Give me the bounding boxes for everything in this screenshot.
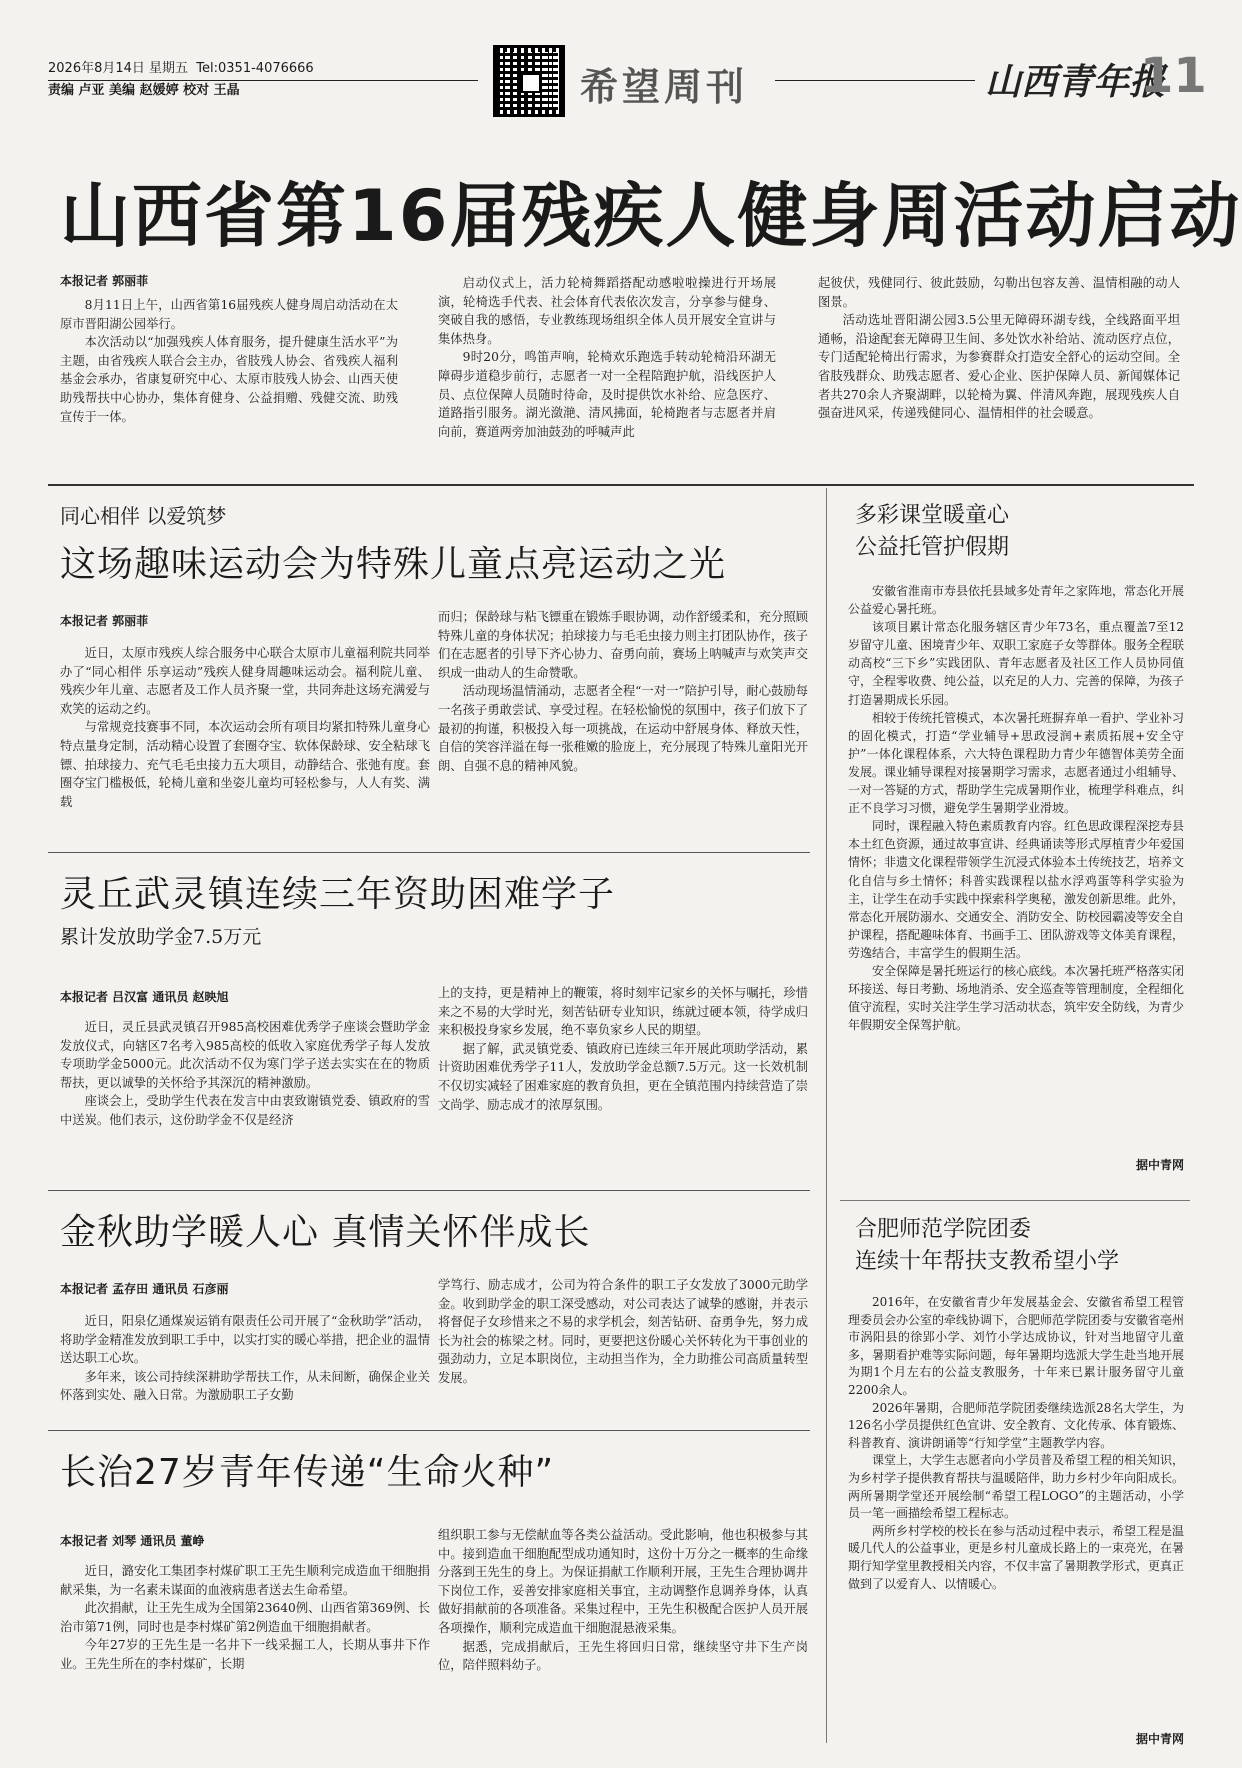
story5-col-1 — [60, 1562, 430, 1674]
story3-col-1 — [60, 1018, 430, 1130]
story4-headline: 金秋助学暖人心 真情关怀伴成长 — [60, 1212, 591, 1253]
section-divider — [840, 1200, 1190, 1201]
section-divider — [48, 484, 1194, 486]
paragraph: 近日，灵丘县武灵镇召开985高校困难优秀学子座谈会暨助学金发放仪式，向辖区7名考入985高校的低收入家庭优秀学子每人发放专项助学金5000元。此次活动不仅为寒门学子送去实实在在的物质帮扶，更以诚挚的关怀给予其深沉的精神激励。 — [60, 1020, 430, 1090]
supplement-name: 希望周刊 — [580, 64, 749, 109]
paragraph: 组织职工参与无偿献血等各类公益活动。受此影响，他也积极参与其中。接到造血干细胞配型成功通知时，这份十万分之一概率的生命缘分落到王先生的身上。为保证捐献工作顺利开展，王先生合理协调井下岗位工作，妥善安排家庭相关事宜，主动调整作息调养身体，认真做好捐献前的各项准备。采集过程中，王先生积极配合医护人员开展各项操作，顺利完成造血干细胞混悬液采集。 — [438, 1528, 808, 1635]
page-number: 11 — [1140, 48, 1207, 104]
paragraph: 上的支持，更是精神上的鞭策，将时刻牢记家乡的关怀与嘱托，珍惜来之不易的大学时光，刻苦钻研专业知识，练就过硬本领，待学成归来积极投身家乡发展，绝不辜负家乡人民的期望。 — [438, 986, 808, 1038]
paragraph: 据了解，武灵镇党委、镇政府已连续三年开展此项助学活动，累计资助困难优秀学子11人，发放助学金总额7.5万元。这一长效机制不仅切实减轻了困难家庭的教育负担，更在全镇范围内持续营造了崇文尚学、励志成才的浓厚氛围。 — [438, 1041, 808, 1112]
side1-title-line1: 多彩课堂暖童心 — [855, 503, 1010, 528]
lead-col-1 — [60, 296, 398, 426]
masthead-rule-right — [775, 80, 975, 81]
paragraph: 同时，课程融入特色素质教育内容。红色思政课程深挖寿县本土红色资源，通过故事宣讲、经典诵读等形式厚植青少年爱国情怀；非遗文化课程带领学生沉浸式体验本土传统技艺，培养文化自信与乡土情怀；科普实践课程以盐水浮鸡蛋等科学实验为主，让学生在动手实践中探索科学奥秘，激发创新思维。此外，常态化开展防溺水、交通安全、消防安全、防校园霸凌等安全自护课程，搭配趣味体育、书画手工、团队游戏等文体美育课程，劳逸结合，丰富学生的假期生活。 — [848, 819, 1185, 960]
story3-subtitle: 累计发放助学金7.5万元 — [60, 926, 262, 948]
side1-headline — [855, 500, 1009, 564]
paragraph: 多年来，该公司持续深耕助学帮扶工作，从未间断，确保企业关怀落到实处、融入日常。为激励职工子女勤 — [60, 1369, 430, 1403]
paragraph: 2026年暑期，合肥师范学院团委继续选派28名大学生，为126名小学员提供红色宣讲、安全教育、文化传承、体育锻炼、科普教育、演讲朗诵等“行知学堂”主题教学内容。 — [848, 1400, 1184, 1450]
telephone: Tel:0351-4076666 — [196, 61, 314, 76]
story3-headline: 灵丘武灵镇连续三年资助困难学子 — [60, 874, 616, 915]
paragraph: 此次捐献，让王先生成为全国第23640例、山西省第369例、长治市第71例，同时也是李村煤矿第2例造血干细胞捐献者。 — [60, 1601, 431, 1634]
paragraph: 活动选址晋阳湖公园3.5公里无障碍环湖专线，全线路面平坦通畅，沿途配套无障碍卫生间、多处饮水补给站、流动医疗点位，专门适配轮椅出行需求，为参赛群众打造安全舒心的运动空间。全省肢残群众、助残志愿者、爱心企业、医护保障人员、新闻媒体记者共270余人齐聚湖畔，以轮椅为翼、伴清风奔跑，展现残疾人自强奋进风采，传递残健同心、温情相伴的社会暖意。 — [818, 313, 1180, 421]
side2-body — [848, 1294, 1184, 1593]
side2-title-line1: 合肥师范学院团委 — [855, 1217, 1032, 1242]
editors-credits: 责编 卢亚 美编 赵媛婷 校对 王晶 — [48, 83, 240, 98]
paragraph: 而归；保龄球与粘飞镖重在锻炼手眼协调，动作舒缓柔和，充分照顾特殊儿童的身体状况；拍球接力与毛毛虫接力则主打团队协作，孩子们在志愿者的引导下齐心协力、奋勇向前，赛场上呐喊声与欢笑声交织成一曲动人的生命赞歌。 — [438, 610, 808, 680]
paragraph: 安全保障是暑托班运行的核心底线。本次暑托班严格落实闭环接送、每日考勤、场地消杀、安全巡查等管理制度，全程细化值守流程，实时关注学生学习活动状态，筑牢安全防线，为青少年假期安全保驾护航。 — [848, 963, 1185, 1033]
side1-source: 据中青网 — [1135, 1158, 1184, 1172]
column-separator — [826, 488, 827, 1743]
story2-col-2 — [438, 608, 808, 775]
paragraph: 近日，太原市残疾人综合服务中心联合太原市儿童福利院共同举办了“同心相伴 乐享运动”残疾人健身周趣味运动会。福利院儿童、残疾少年儿童、志愿者及工作人员齐聚一堂，共同奔赴这场充满爱与欢笑的运动之约。 — [60, 646, 430, 716]
paragraph: 该项目累计常态化服务辖区青少年73名，重点覆盖7至12岁留守儿童、困境青少年、双职工家庭子女等群体。服务全程联动高校“三下乡”实践团队、青年志愿者及社区工作人员协同值守，全程零收费、纯公益，以充足的人力、完善的保障，为孩子打造暑期成长乐园。 — [848, 620, 1185, 707]
section-divider — [48, 1190, 810, 1191]
newspaper-logo: 山西青年报 — [985, 61, 1166, 103]
paragraph: 2016年，在安徽省青少年发展基金会、安徽省希望工程管理委员会办公室的牵线协调下，合肥师范学院团委与安徽省亳州市涡阳县的徐郢小学、刘竹小学达成协议，针对当地留守儿童多，暑期看护难等实际问题，每年暑期均选派大学生赴当地开展为期1个月左右的公益支教服务，十年来已累计服务留守儿童2200余人。 — [848, 1295, 1185, 1397]
section-divider — [48, 852, 810, 853]
side1-title-line2: 公益托管护假期 — [855, 535, 1010, 560]
story2-kicker: 同心相伴 以爱筑梦 — [60, 504, 227, 528]
paragraph: 启动仪式上，活力轮椅舞蹈搭配动感啦啦操进行开场展演，轮椅选手代表、社会体育代表依次发言，分享参与健身、突破自我的感悟，专业教练现场组织全体人员开展安全宣讲与集体热身。 — [438, 276, 776, 346]
paragraph: 9时20分，鸣笛声响，轮椅欢乐跑选手转动轮椅沿环湖无障碍步道稳步前行，志愿者一对一全程陪跑护航，沿线医护人员、点位保障人员随时待命，及时提供饮水补给、应急医疗、道路指引服务。湖光潋滟、清风拂面，轮椅跑者与志愿者并肩向前，赛道两旁加油鼓劲的呼喊声此 — [438, 350, 776, 439]
side1-body — [848, 582, 1184, 1034]
story5-headline: 长治27岁青年传递“生命火种” — [60, 1452, 555, 1493]
paragraph: 两所乡村学校的校长在参与活动过程中表示，希望工程是温暖几代人的公益事业，更是乡村儿童成长路上的一束亮光，在暑期行知学堂里教授相关内容，不仅丰富了暑期教学形式，更真正做到了以爱育人、以情暖心。 — [848, 1523, 1185, 1591]
side2-headline — [855, 1214, 1119, 1278]
date-line: 2026年8月14日 星期五 — [48, 61, 189, 76]
paragraph: 座谈会上，受助学生代表在发言中由衷致谢镇党委、镇政府的雪中送炭。他们表示，这份助学金不仅是经济 — [60, 1094, 430, 1127]
paragraph: 安徽省淮南市寿县依托县域多处青年之家阵地，常态化开展公益爱心暑托班。 — [848, 584, 1185, 617]
story4-col-1 — [60, 1312, 430, 1405]
lead-col-2 — [438, 274, 776, 441]
lead-col-3 — [818, 274, 1180, 423]
story4-col-2 — [438, 1276, 808, 1388]
paragraph: 近日，潞安化工集团李村煤矿职工王先生顺利完成造血干细胞捐献采集，为一名素未谋面的血液病患者送去生命希望。 — [60, 1564, 430, 1597]
story3-byline: 本报记者 吕汉富 通讯员 赵映旭 — [60, 990, 229, 1004]
side2-source: 据中青网 — [1135, 1732, 1184, 1746]
paragraph: 本次活动以“加强残疾人体育服务，提升健康生活水平”为主题，由省残疾人联合会主办，省肢残人协会、省残疾人福利基金会承办，省康复研究中心、太原市肢残人协会、山西天使助残帮扶中心协办，集体育健身、公益捐赠、残健交流、助残宣传于一体。 — [60, 335, 398, 424]
section-divider — [48, 1430, 810, 1431]
story5-col-2 — [438, 1526, 808, 1675]
paragraph: 据悉，完成捐献后，王先生将回归日常，继续坚守井下生产岗位，陪伴照料幼子。 — [438, 1639, 808, 1673]
story2-headline: 这场趣味运动会为特殊儿童点亮运动之光 — [60, 544, 727, 585]
paragraph: 学笃行、励志成才，公司为符合条件的职工子女发放了3000元助学金。收到助学金的职工深受感动，对公司表达了诚挚的感谢，并表示将督促子女珍惜来之不易的求学机会，刻苦钻研、奋勇争先，努力成长为社会的栋梁之材。同时，更要把这份暖心关怀转化为干事创业的强劲动力，立足本职岗位，主动担当作为，全力助推公司高质量转型发展。 — [438, 1278, 808, 1385]
paragraph: 与常规竞技赛事不同，本次运动会所有项目均紧扣特殊儿童身心特点量身定制，活动精心设置了套圈夺宝、软体保龄球、安全粘球飞镖、拍球接力、充气毛毛虫接力五大项目，动静结合、张弛有度。套圈夺宝门槛极低，轮椅儿童和坐姿儿童均可轻松参与，人人有奖、满载 — [60, 720, 430, 809]
paragraph: 相较于传统托管模式，本次暑托班摒弃单一看护、学业补习的固化模式，打造“学业辅导+思政浸润+素质拓展+安全守护”一体化课程体系，六大特色课程助力青少年德智体美劳全面发展。课业辅导课程对接暑期学习需求，志愿者通过小组辅导、一对一答疑的方式，帮助学生完成暑期作业，梳理学科难点，纠正不良学习习惯，避免学生暑期学业滑坡。 — [848, 710, 1185, 816]
lead-headline: 山西省第16届残疾人健身周活动启动 — [60, 175, 1242, 257]
paragraph: 8月11日上午，山西省第16届残疾人健身周启动活动在太原市晋阳湖公园举行。 — [60, 298, 398, 331]
paragraph: 活动现场温情涌动，志愿者全程“一对一”陪护引导，耐心鼓励每一名孩子勇敢尝试、享受过程。在轻松愉悦的氛围中，孩子们放下了最初的拘谨，积极投入每一项挑战，在运动中舒展身体、释放天性，自信的笑容洋溢在每一张稚嫩的脸庞上，充分展现了特殊儿童阳光开朗、自强不息的精神风貌。 — [438, 684, 808, 773]
story5-byline: 本报记者 刘琴 通讯员 董峥 — [60, 1534, 205, 1548]
paragraph: 课堂上，大学生志愿者向小学员普及希望工程的相关知识，为乡村学子提供教育帮扶与温暖陪伴，助力乡村少年向阳成长。两所暑期学堂还开展绘制“希望工程LOGO”的主题活动，小学员一笔一画描绘希望工程标志。 — [848, 1453, 1185, 1521]
side2-title-line2: 连续十年帮扶支教希望小学 — [855, 1249, 1120, 1274]
story4-byline: 本报记者 孟存田 通讯员 石彦丽 — [60, 1282, 229, 1296]
qr-code-icon[interactable] — [493, 45, 565, 117]
paragraph: 近日，阳泉亿通煤炭运销有限责任公司开展了“金秋助学”活动，将助学金精准发放到职工手中，以实打实的暖心举措，把企业的温情送达职工心坎。 — [60, 1314, 430, 1366]
lead-byline: 本报记者 郭丽菲 — [60, 274, 149, 288]
masthead-rule-left — [48, 80, 478, 81]
story2-byline: 本报记者 郭丽菲 — [60, 614, 149, 628]
paragraph: 今年27岁的王先生是一名井下一线采掘工人，长期从事井下作业。王先生所在的李村煤矿，长期 — [60, 1638, 430, 1671]
paragraph: 起彼伏，残健同行、彼此鼓励，勾勒出包容友善、温情相融的动人图景。 — [818, 276, 1180, 309]
story2-col-1 — [60, 644, 430, 811]
story3-col-2 — [438, 984, 808, 1114]
